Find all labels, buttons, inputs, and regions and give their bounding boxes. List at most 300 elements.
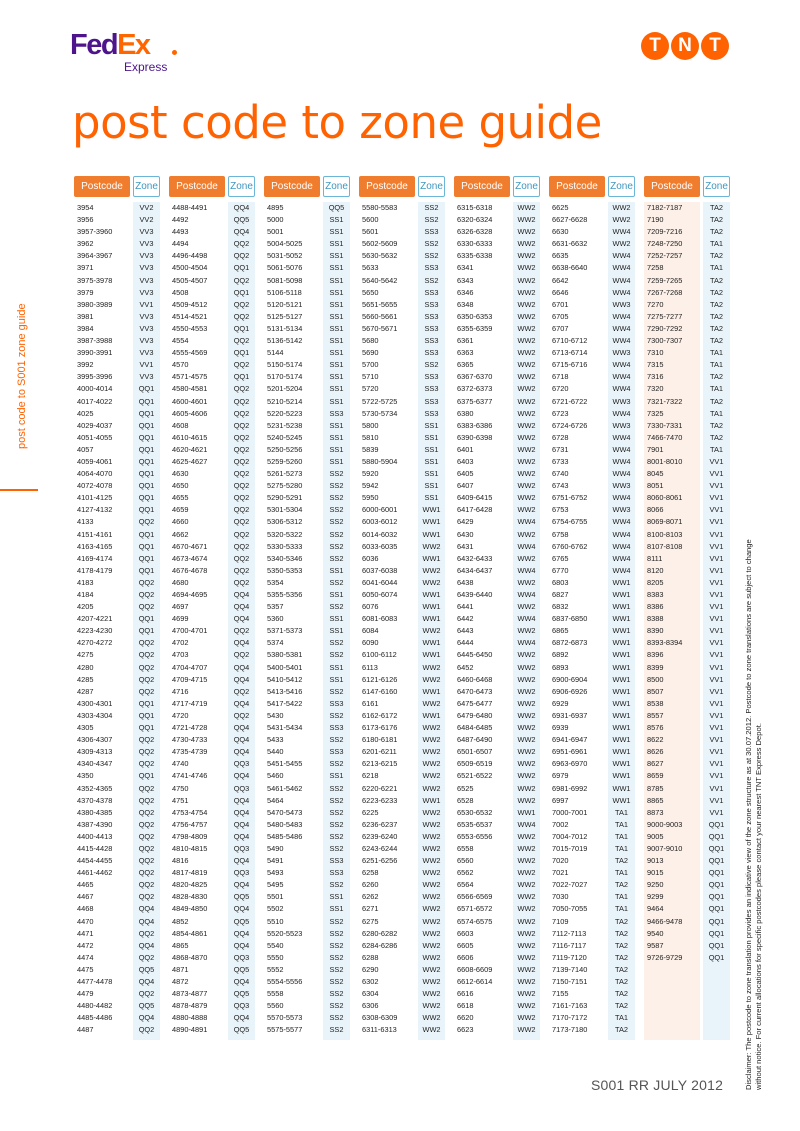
zone-cell: WW2 bbox=[517, 964, 536, 974]
table-row bbox=[74, 819, 160, 831]
zone-cell: WW2 bbox=[517, 698, 536, 708]
postcode-cell: 4280 bbox=[77, 662, 94, 672]
postcode-cell: 8390 bbox=[647, 626, 664, 636]
table-row bbox=[169, 649, 255, 661]
postcode-cell: 4370-4378 bbox=[77, 795, 113, 805]
zone-cell: VV3 bbox=[139, 239, 154, 249]
table-row bbox=[454, 698, 540, 710]
table-row bbox=[359, 783, 445, 795]
zone-cell: WW4 bbox=[612, 336, 631, 346]
table-row bbox=[454, 601, 540, 613]
zone-cell: TA2 bbox=[709, 432, 723, 442]
postcode-cell: 6302 bbox=[362, 977, 379, 986]
zone-cell: WW2 bbox=[422, 759, 441, 769]
postcode-cell: 4570 bbox=[172, 360, 189, 370]
table-row bbox=[644, 529, 730, 541]
postcode-cell: 4650 bbox=[172, 481, 189, 491]
zone-cell: WW1 bbox=[612, 662, 631, 672]
zone-cell: SS1 bbox=[329, 287, 344, 297]
table-row bbox=[454, 758, 540, 770]
postcode-cell: 4680 bbox=[172, 577, 189, 587]
postcode-cell: 6343 bbox=[457, 275, 474, 285]
table-row bbox=[74, 541, 160, 553]
postcode-cell: 6361 bbox=[457, 336, 474, 346]
page-title: post code to zone guide bbox=[72, 96, 602, 149]
zone-cell: TA2 bbox=[709, 227, 723, 237]
postcode-cell: 5800 bbox=[362, 420, 379, 430]
table-row bbox=[359, 662, 445, 674]
table-row bbox=[454, 323, 540, 335]
table-row bbox=[169, 335, 255, 347]
zone-cell: TA2 bbox=[614, 1001, 628, 1011]
postcode-cell: 4514-4521 bbox=[172, 311, 208, 321]
zone-cell: WW4 bbox=[612, 275, 631, 285]
column-header bbox=[454, 176, 543, 197]
postcode-cell: 5131-5134 bbox=[267, 323, 303, 333]
postcode-cell: 4704-4707 bbox=[172, 662, 208, 672]
zone-cell: QQ5 bbox=[138, 1001, 155, 1011]
table-row bbox=[644, 347, 730, 359]
postcode-cell: 6434-6437 bbox=[457, 565, 493, 575]
postcode-cell: 7112-7113 bbox=[552, 928, 587, 938]
postcode-cell: 9540 bbox=[647, 928, 664, 938]
postcode-cell: 6715-6716 bbox=[552, 360, 588, 370]
postcode-cell: 8622 bbox=[647, 735, 664, 745]
table-row bbox=[74, 311, 160, 323]
zone-cell: QQ2 bbox=[138, 880, 155, 890]
table-row bbox=[454, 565, 540, 577]
zone-cell: WW2 bbox=[422, 807, 441, 817]
zone-cell: WW3 bbox=[612, 420, 631, 430]
table-row bbox=[359, 855, 445, 867]
table-row bbox=[549, 795, 635, 807]
postcode-cell: 7310 bbox=[647, 348, 664, 358]
table-row bbox=[169, 202, 255, 214]
postcode-cell: 6528 bbox=[457, 795, 474, 805]
table-row bbox=[549, 988, 635, 1000]
table-row bbox=[359, 746, 445, 758]
postcode-cell: 4817-4819 bbox=[172, 868, 208, 878]
postcode-cell: 4309-4313 bbox=[77, 747, 113, 757]
postcode-cell: 5730-5734 bbox=[362, 408, 398, 418]
postcode-cell: 4730-4733 bbox=[172, 735, 208, 745]
table-row bbox=[359, 226, 445, 238]
zone-cell: QQ2 bbox=[233, 420, 250, 430]
table-row bbox=[359, 420, 445, 432]
postcode-cell: 4756-4757 bbox=[172, 819, 208, 829]
postcode-cell: 6718 bbox=[552, 372, 569, 382]
table-row bbox=[169, 734, 255, 746]
table-row bbox=[549, 964, 635, 976]
table-row bbox=[359, 674, 445, 686]
table-row bbox=[169, 226, 255, 238]
zone-cell: SS3 bbox=[329, 856, 344, 866]
table-row bbox=[74, 214, 160, 226]
zone-cell: WW2 bbox=[422, 843, 441, 853]
postcode-cell: 5301-5304 bbox=[267, 505, 303, 515]
table-row bbox=[549, 916, 635, 928]
zone-cell: WW4 bbox=[612, 517, 631, 527]
postcode-cell: 6037-6038 bbox=[362, 565, 398, 575]
zone-cell: WW2 bbox=[517, 469, 536, 479]
postcode-cell: 4064-4070 bbox=[77, 469, 113, 479]
table-row bbox=[169, 698, 255, 710]
table-row bbox=[169, 456, 255, 468]
table-row bbox=[454, 383, 540, 395]
zone-cell: SS3 bbox=[329, 408, 344, 418]
postcode-cell: 6403 bbox=[457, 456, 474, 466]
zone-cell: QQ2 bbox=[138, 831, 155, 841]
table-row bbox=[454, 541, 540, 553]
postcode-cell: 5490 bbox=[267, 843, 284, 853]
zone-cell: QQ2 bbox=[233, 396, 250, 406]
zone-cell: SS2 bbox=[424, 275, 439, 285]
zone-cell: SS2 bbox=[329, 831, 344, 841]
zone-cell: WW1 bbox=[612, 735, 631, 745]
table-row bbox=[454, 275, 540, 287]
table-row bbox=[169, 879, 255, 891]
zone-cell: VV1 bbox=[709, 505, 724, 515]
table-row bbox=[549, 976, 635, 988]
postcode-cell: 5136-5142 bbox=[267, 336, 303, 346]
zone-cell: WW1 bbox=[422, 795, 441, 805]
zone-cell: WW1 bbox=[422, 614, 441, 624]
postcode-cell: 6348 bbox=[457, 299, 474, 309]
zone-cell: WW2 bbox=[517, 336, 536, 346]
zone-cell: QQ4 bbox=[138, 916, 155, 926]
zone-cell: TA2 bbox=[709, 215, 723, 225]
zone-cell: SS3 bbox=[329, 868, 344, 878]
zone-cell: SS1 bbox=[329, 336, 344, 346]
table-row bbox=[359, 444, 445, 456]
table-row bbox=[549, 746, 635, 758]
postcode-cell: 4169-4174 bbox=[77, 553, 113, 563]
table-row bbox=[644, 287, 730, 299]
postcode-cell: 5950 bbox=[362, 493, 379, 503]
zone-cell: QQ5 bbox=[328, 203, 345, 212]
table-row bbox=[169, 504, 255, 516]
table-column bbox=[549, 176, 638, 1040]
postcode-cell: 6509-6519 bbox=[457, 759, 493, 769]
postcode-cell: 4721-4728 bbox=[172, 723, 208, 733]
postcode-cell: 8383 bbox=[647, 590, 664, 599]
postcode-cell: 5410-5412 bbox=[267, 674, 303, 684]
column-header bbox=[74, 176, 163, 197]
postcode-cell: 4474 bbox=[77, 952, 94, 962]
table-row bbox=[549, 541, 635, 553]
postcode-cell: 6740 bbox=[552, 469, 569, 479]
postcode-cell: 6372-6373 bbox=[457, 384, 493, 394]
table-row bbox=[264, 698, 350, 710]
zone-cell: WW2 bbox=[517, 481, 536, 491]
postcode-cell: 6620 bbox=[457, 1013, 474, 1023]
postcode-cell: 6865 bbox=[552, 626, 569, 636]
zone-cell: WW1 bbox=[422, 517, 441, 527]
postcode-cell: 4655 bbox=[172, 493, 189, 503]
zone-cell: SS1 bbox=[329, 251, 344, 261]
zone-cell: TA1 bbox=[614, 807, 628, 817]
table-row bbox=[549, 662, 635, 674]
table-row bbox=[454, 347, 540, 359]
zone-cell: SS1 bbox=[329, 299, 344, 309]
postcode-cell: 5633 bbox=[362, 263, 379, 273]
postcode-cell: 4716 bbox=[172, 686, 189, 696]
postcode-cell: 7170-7172 bbox=[552, 1013, 588, 1023]
table-row bbox=[169, 250, 255, 262]
zone-cell: QQ1 bbox=[138, 771, 155, 781]
row-list bbox=[549, 202, 635, 1036]
zone-cell: QQ1 bbox=[138, 505, 155, 515]
table-row bbox=[454, 964, 540, 976]
postcode-cell: 6036 bbox=[362, 553, 379, 563]
zone-cell: QQ2 bbox=[233, 360, 250, 370]
zone-cell: QQ1 bbox=[708, 880, 725, 890]
zone-cell: WW2 bbox=[517, 650, 536, 660]
table-row bbox=[264, 903, 350, 915]
zone-cell: WW2 bbox=[517, 831, 536, 841]
zone-cell: WW2 bbox=[517, 880, 536, 890]
table-row bbox=[454, 746, 540, 758]
table-row bbox=[454, 903, 540, 915]
postcode-cell: 9015 bbox=[647, 868, 664, 878]
zone-cell: WW3 bbox=[612, 348, 631, 358]
zone-cell: SS2 bbox=[329, 952, 344, 962]
table-row bbox=[644, 371, 730, 383]
postcode-cell: 4509-4512 bbox=[172, 299, 208, 309]
table-row bbox=[644, 903, 730, 915]
table-row bbox=[359, 589, 445, 601]
postcode-cell: 3975-3978 bbox=[77, 275, 113, 285]
table-row bbox=[359, 903, 445, 915]
table-row bbox=[549, 831, 635, 843]
table-row bbox=[454, 916, 540, 928]
table-row bbox=[264, 662, 350, 674]
table-row bbox=[74, 359, 160, 371]
zone-cell: SS2 bbox=[329, 493, 344, 503]
table-row bbox=[264, 408, 350, 420]
table-row bbox=[74, 783, 160, 795]
table-row bbox=[644, 940, 730, 952]
table-row bbox=[549, 649, 635, 661]
table-row bbox=[454, 988, 540, 1000]
postcode-cell: 4059-4061 bbox=[77, 456, 113, 466]
table-row bbox=[549, 335, 635, 347]
table-row bbox=[549, 214, 635, 226]
zone-cell: QQ4 bbox=[233, 831, 250, 841]
zone-header: Zone bbox=[703, 176, 730, 197]
postcode-cell: 6623 bbox=[457, 1025, 474, 1035]
postcode-cell: 4454-4455 bbox=[77, 856, 113, 866]
table-row bbox=[644, 311, 730, 323]
table-row bbox=[359, 867, 445, 879]
table-row bbox=[644, 250, 730, 262]
table-row bbox=[264, 795, 350, 807]
postcode-cell: 4610-4615 bbox=[172, 432, 208, 442]
postcode-cell: 6475-6477 bbox=[457, 698, 493, 708]
postcode-cell: 4488-4491 bbox=[172, 203, 208, 212]
table-row bbox=[264, 262, 350, 274]
table-row bbox=[74, 371, 160, 383]
postcode-cell: 6754-6755 bbox=[552, 517, 588, 527]
postcode-cell: 6432-6433 bbox=[457, 553, 493, 563]
postcode-cell: 6713-6714 bbox=[552, 348, 588, 358]
postcode-header: Postcode bbox=[454, 176, 510, 197]
zone-cell: QQ2 bbox=[138, 1025, 155, 1035]
table-row bbox=[264, 347, 350, 359]
zone-cell: TA1 bbox=[614, 868, 628, 878]
table-row bbox=[359, 637, 445, 649]
table-row bbox=[169, 710, 255, 722]
table-row bbox=[549, 674, 635, 686]
zone-cell: WW1 bbox=[422, 650, 441, 660]
zone-cell: VV3 bbox=[139, 348, 154, 358]
zone-cell: QQ2 bbox=[138, 650, 155, 660]
postcode-cell: 6521-6522 bbox=[457, 771, 493, 781]
table-row bbox=[74, 565, 160, 577]
postcode-cell: 4868-4870 bbox=[172, 952, 208, 962]
zone-cell: SS2 bbox=[424, 239, 439, 249]
zone-cell: WW2 bbox=[517, 626, 536, 636]
postcode-cell: 4508 bbox=[172, 287, 189, 297]
zone-cell: QQ2 bbox=[138, 928, 155, 938]
zone-cell: QQ4 bbox=[138, 1013, 155, 1023]
table-row bbox=[644, 916, 730, 928]
postcode-cell: 4854-4861 bbox=[172, 928, 208, 938]
zone-cell: WW2 bbox=[422, 626, 441, 636]
postcode-cell: 4735-4739 bbox=[172, 747, 208, 757]
table-row bbox=[359, 529, 445, 541]
zone-cell: WW2 bbox=[612, 203, 631, 212]
table-row bbox=[359, 722, 445, 734]
table-row bbox=[359, 238, 445, 250]
zone-cell: WW2 bbox=[422, 577, 441, 587]
postcode-cell: 6892 bbox=[552, 650, 569, 660]
zone-header: Zone bbox=[513, 176, 540, 197]
table-row bbox=[549, 940, 635, 952]
table-row bbox=[454, 674, 540, 686]
postcode-cell: 9299 bbox=[647, 892, 664, 902]
zone-cell: SS1 bbox=[329, 614, 344, 624]
zone-cell: TA2 bbox=[709, 311, 723, 321]
table-row bbox=[74, 722, 160, 734]
postcode-cell: 4630 bbox=[172, 469, 189, 479]
postcode-cell: 4895 bbox=[267, 203, 284, 212]
postcode-cell: 6566-6569 bbox=[457, 892, 493, 902]
row-list bbox=[264, 202, 350, 1036]
zone-cell: QQ2 bbox=[233, 444, 250, 454]
table-row bbox=[644, 323, 730, 335]
table-row bbox=[74, 1012, 160, 1024]
table-row bbox=[644, 952, 730, 964]
zone-cell: QQ1 bbox=[138, 384, 155, 394]
postcode-cell: 6535-6537 bbox=[457, 819, 493, 829]
table-row bbox=[74, 383, 160, 395]
zone-cell: VV1 bbox=[709, 674, 724, 684]
postcode-cell: 5540 bbox=[267, 940, 284, 950]
postcode-cell: 7161-7163 bbox=[552, 1001, 588, 1011]
table-row bbox=[454, 976, 540, 988]
zone-cell: QQ2 bbox=[233, 517, 250, 527]
postcode-cell: 5493 bbox=[267, 868, 284, 878]
zone-cell: SS1 bbox=[329, 227, 344, 237]
postcode-cell: 6375-6377 bbox=[457, 396, 493, 406]
postcode-cell: 6705 bbox=[552, 311, 569, 321]
zone-cell: WW2 bbox=[422, 989, 441, 999]
postcode-cell: 4057 bbox=[77, 444, 94, 454]
table-row bbox=[74, 408, 160, 420]
postcode-cell: 7248-7250 bbox=[647, 239, 683, 249]
postcode-cell: 5275-5280 bbox=[267, 481, 303, 491]
side-divider bbox=[0, 489, 38, 491]
table-row bbox=[264, 637, 350, 649]
table-row bbox=[549, 867, 635, 879]
zone-cell: WW2 bbox=[517, 952, 536, 962]
postcode-cell: 6441 bbox=[457, 602, 474, 612]
zone-cell: QQ4 bbox=[233, 227, 250, 237]
zone-cell: SS2 bbox=[329, 989, 344, 999]
table-row bbox=[264, 831, 350, 843]
zone-cell: SS2 bbox=[329, 1013, 344, 1023]
zone-cell: SS2 bbox=[329, 650, 344, 660]
postcode-cell: 5210-5214 bbox=[267, 396, 303, 406]
zone-cell: QQ2 bbox=[233, 686, 250, 696]
zone-cell: VV3 bbox=[139, 263, 154, 273]
postcode-cell: 5722-5725 bbox=[362, 396, 398, 406]
postcode-cell: 5575-5577 bbox=[267, 1025, 303, 1035]
zone-cell: VV1 bbox=[709, 529, 724, 539]
postcode-cell: 7182-7187 bbox=[647, 203, 683, 212]
zone-cell: WW2 bbox=[517, 904, 536, 914]
table-row bbox=[644, 420, 730, 432]
postcode-cell: 6733 bbox=[552, 456, 569, 466]
table-row bbox=[644, 649, 730, 661]
zone-cell: SS1 bbox=[329, 892, 344, 902]
zone-cell: WW1 bbox=[612, 590, 631, 599]
zone-cell: SS2 bbox=[329, 880, 344, 890]
postcode-cell: 4820-4825 bbox=[172, 880, 208, 890]
postcode-cell: 4670-4671 bbox=[172, 541, 208, 551]
postcode-cell: 3979 bbox=[77, 287, 94, 297]
zone-cell: VV1 bbox=[709, 602, 724, 612]
postcode-cell: 5106-5118 bbox=[267, 287, 302, 297]
postcode-cell: 6721-6722 bbox=[552, 396, 588, 406]
table-row bbox=[74, 577, 160, 589]
postcode-cell: 8393-8394 bbox=[647, 638, 683, 648]
table-row bbox=[74, 698, 160, 710]
zone-cell: SS2 bbox=[329, 1025, 344, 1035]
zone-cell: WW4 bbox=[517, 614, 536, 624]
table-row bbox=[264, 214, 350, 226]
table-row bbox=[549, 722, 635, 734]
zone-cell: WW2 bbox=[517, 251, 536, 261]
postcode-cell: 4468 bbox=[77, 904, 94, 914]
table-row bbox=[169, 964, 255, 976]
zone-cell: WW2 bbox=[517, 263, 536, 273]
zone-cell: WW1 bbox=[612, 650, 631, 660]
postcode-cell: 3962 bbox=[77, 239, 94, 249]
zone-cell: QQ2 bbox=[233, 505, 250, 515]
table-row bbox=[644, 444, 730, 456]
table-row bbox=[264, 420, 350, 432]
zone-cell: WW1 bbox=[612, 795, 631, 805]
postcode-cell: 6271 bbox=[362, 904, 379, 914]
postcode-cell: 4380-4385 bbox=[77, 807, 113, 817]
table-row bbox=[359, 383, 445, 395]
zone-header: Zone bbox=[228, 176, 255, 197]
table-row bbox=[264, 928, 350, 940]
table-row bbox=[644, 408, 730, 420]
table-row bbox=[454, 516, 540, 528]
